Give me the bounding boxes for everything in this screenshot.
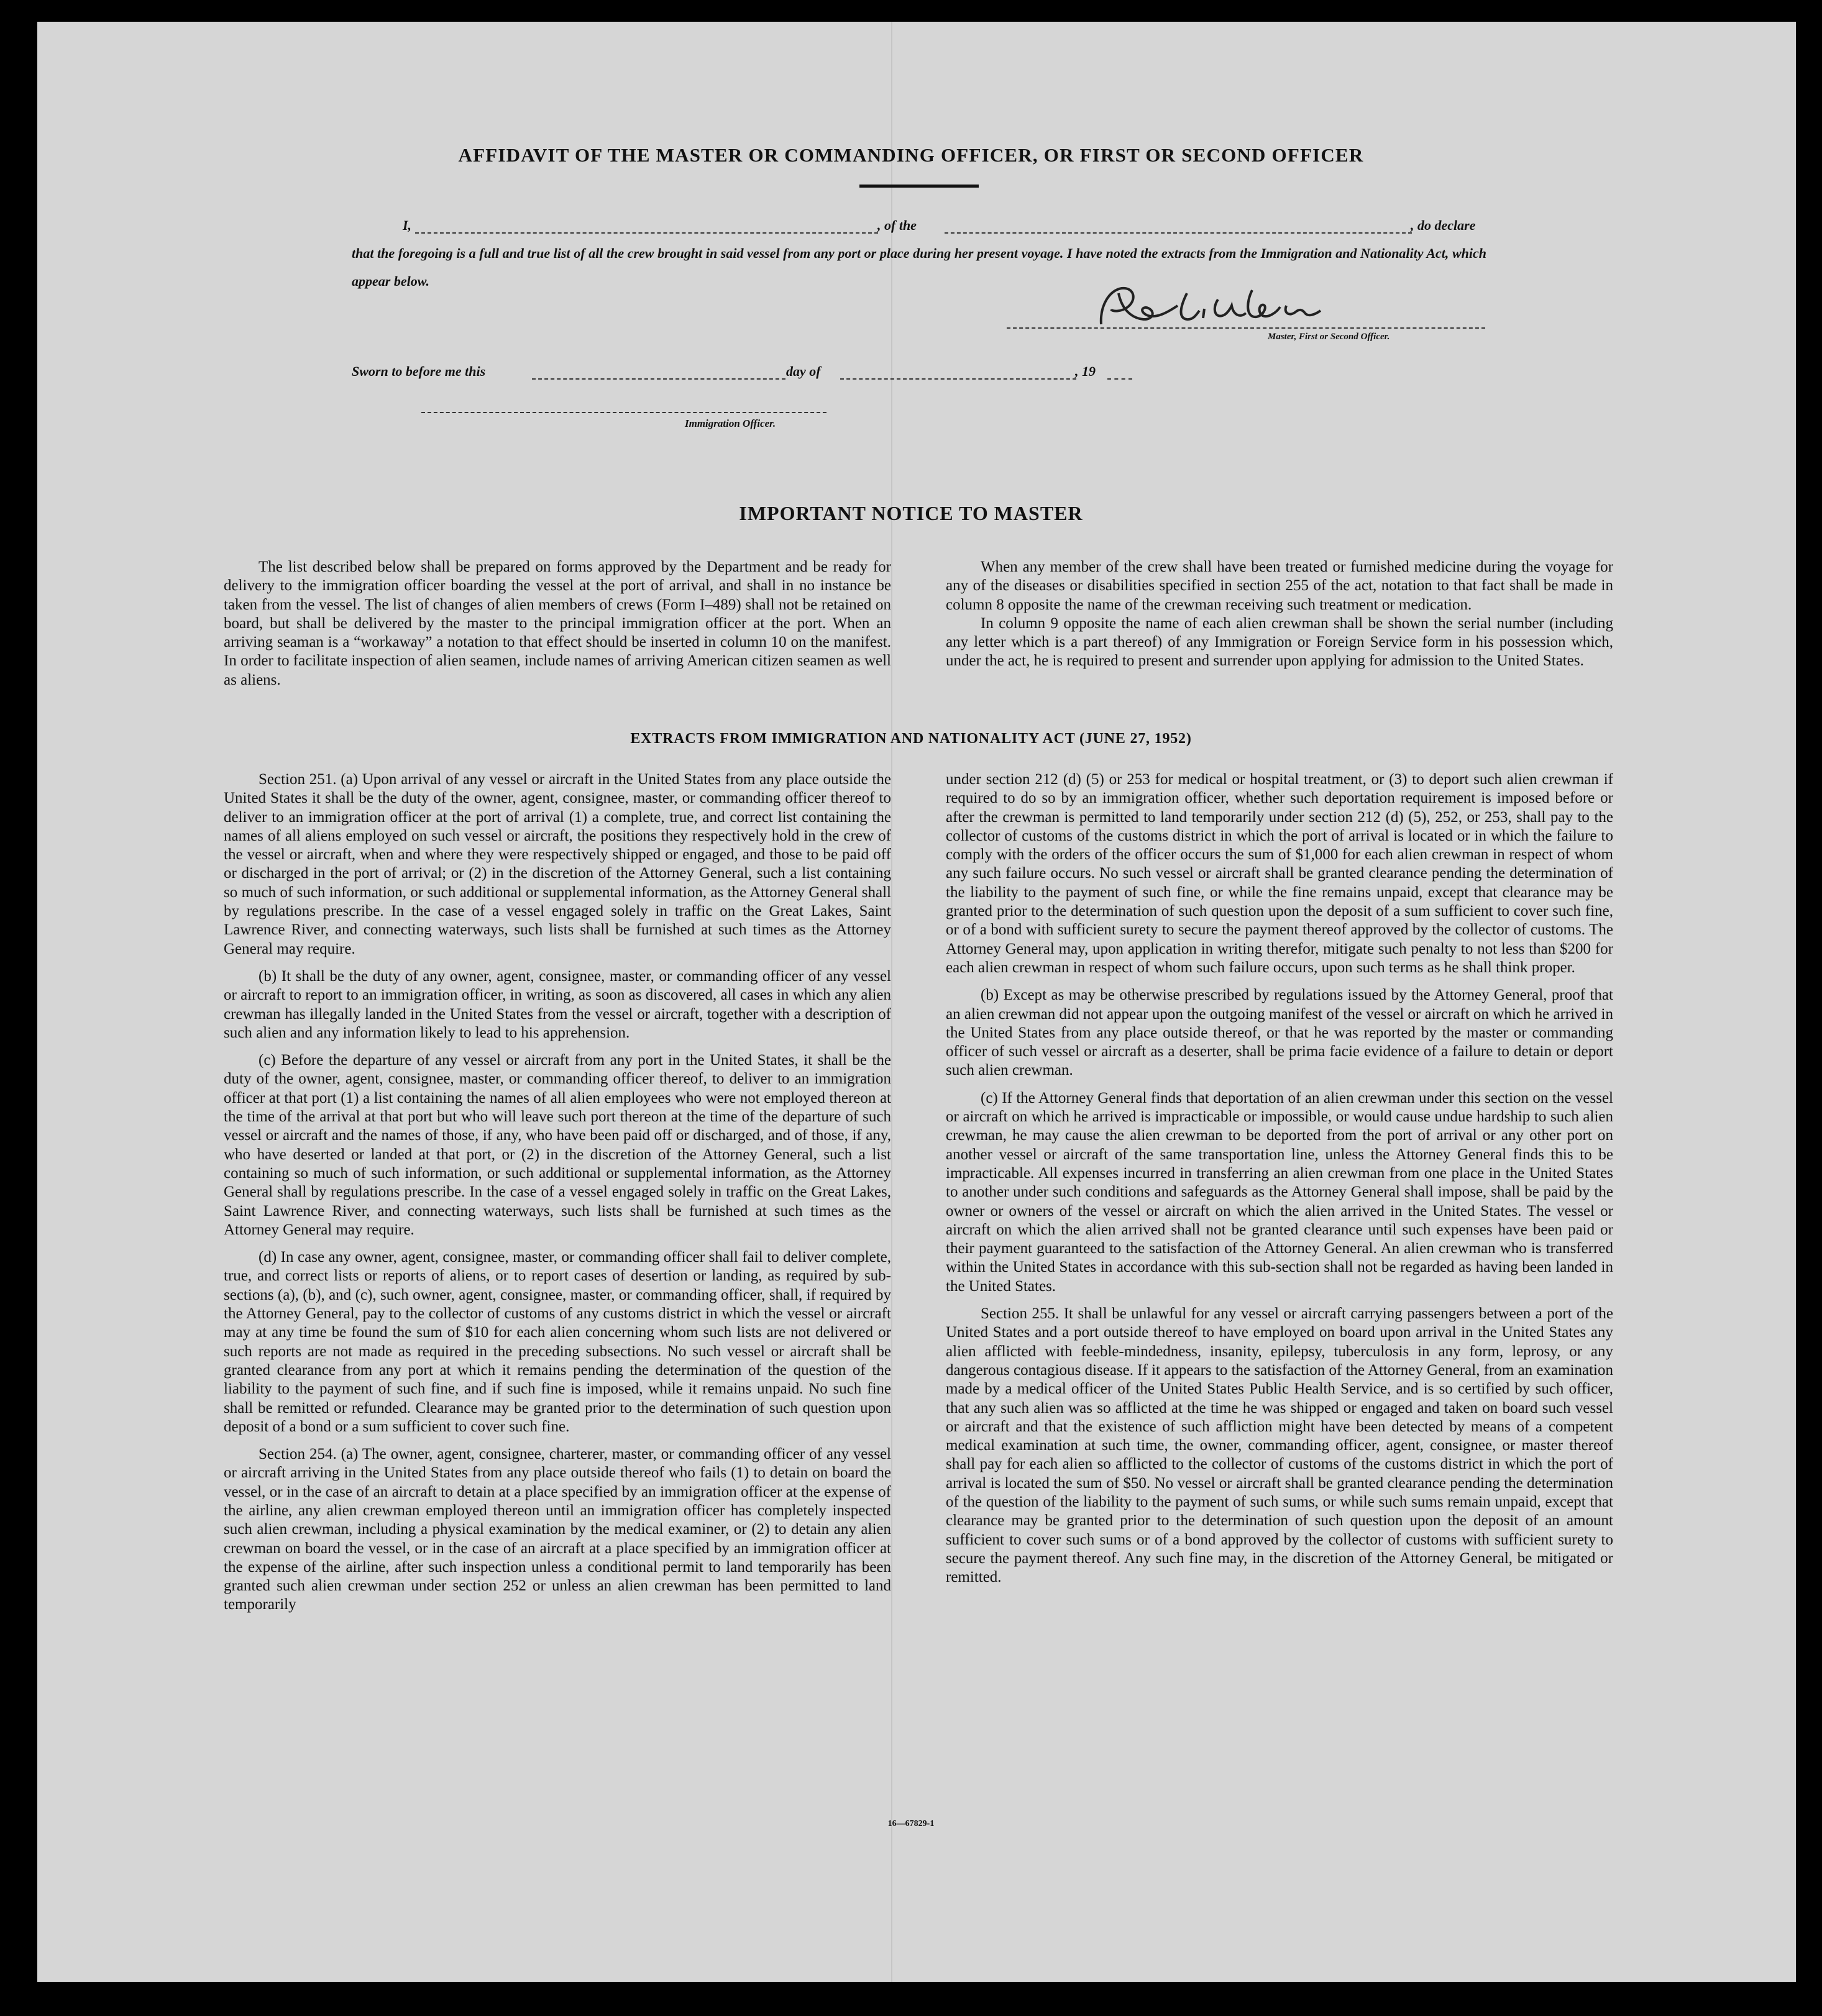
extracts-title: EXTRACTS FROM IMMIGRATION AND NATIONALITY ACT (JUNE 27, 1952) xyxy=(630,731,1192,747)
section-251-a: Section 251. (a) Upon arrival of any vessel or aircraft in the United States from any place outside the United States it shall be the duty of the owner, agent, consignee, master, or commanding officer thereof to deliver to an immigration officer at the port of arrival (1) a complete, true, and correct list containing the names of all aliens employed on such vessel or aircraft, the positions they respectively hold in the crew of the vessel or aircraft, when and where they were respectively shipped or engaged, and those to be paid off or discharged in the port of arrival; or (2) in the discretion of the Attorney General, such a list containing so much of such information, or such additional or supplemental information, as the Attorney General shall by regulations prescribe. In the case of a vessel engaged solely in traffic on the Great Lakes, Saint Lawrence River, and connecting waterways, such lists shall be furnished at such times as the Attorney General may require. xyxy=(224,771,891,957)
notice-paragraph: In column 9 opposite the name of each alien crewman shall be shown the serial number (including any letter which is a part thereof) of any Immigration or Foreign Service form in his possession which, under the act, he is required to present and surrender upon applying for admission to the United States. xyxy=(946,614,1613,670)
day-of-label: day of xyxy=(786,363,821,379)
section-254-a-continued: under section 212 (d) (5) or 253 for medical or hospital treatment, or (3) to deport such alien crewman if required to do so by an immigration officer, whether such deportation requirement is imposed before or after the crewman is permitted to land temporarily under section 212 (d) (5), 252, or 253, shall pay to the collector of customs of the customs district in which the port of arrival is located or in which the failure to comply with the orders of the officer occurs the sum of $1,000 for each alien crewman in respect of whom any such failure occurs. No such vessel or aircraft shall be granted clearance pending the determination of the liability to the payment of such fine, or while the fine remains unpaid, except that clearance may be granted prior to the determination of such question upon the deposit of a sum sufficient to cover such fine, or of a bond with sufficient surety to secure the payment thereof approved by the collector of customs. The Attorney General may, upon application in writing therefor, mitigate such penalty to not less than $200 for each alien crewman in respect of whom such failure occurs, upon such terms as he shall think proper. xyxy=(946,771,1613,976)
name-field-line[interactable] xyxy=(415,232,878,234)
section-251-c: (c) Before the departure of any vessel or aircraft from any port in the United States, it shall be the duty of the owner, agent, consignee, master, or commanding officer thereof, to deliver to an immigration officer at that port (1) a list containing the names of all alien employees who were not employed thereon at the time of the arrival at that port but who will leave such port thereon at the time of the departure of such vessel or aircraft and the names of those, if any, who have been paid off or discharged, and of those, if any, who have deserted or landed at that port, or (2) in the discretion of the Attorney General, such a list containing so much of such information, or such additional or supplemental information, as the Attorney General shall by regulations prescribe. In the case of a vessel engaged solely in traffic on the Great Lakes, Saint Lawrence River, and connecting waterways, such lists shall be furnished at such times as the Attorney General may require. xyxy=(224,1052,891,1238)
notice-right-column xyxy=(946,558,1613,671)
of-the-label: , of the xyxy=(877,217,917,233)
section-255: Section 255. It shall be unlawful for any vessel or aircraft carrying passengers between a port of the United States and a port outside thereof to have employed on board upon arrival in the United States any alien afflicted with feeble-mindedness, insanity, epilepsy, tuberculosis in any form, leprosy, or any dangerous contagious disease. If it appears to the satisfaction of the Attorney General, from an examination made by a medical officer of the United States Public Health Service, and is so certified by such officer, that any such alien was so afflicted at the time he was shipped or engaged and taken on board such vessel or aircraft and that the existence of such affliction might have been detected by means of a competent medical examination at such time, the owner, commanding officer, agent, consignee, or master thereof shall pay for each alien so afflicted to the collector of customs of the customs district in which the port of arrival is located the sum of $50. No vessel or aircraft shall be granted clearance pending the determination of the question of the liability to the payment of such sums, or while such sums remain unpaid, except that clearance may be granted prior to the determination of such question upon the deposit of an amount sufficient to cover such sums or of a bond approved by the collector of customs with sufficient surety to secure the payment thereof. Any such fine may, in the discretion of the Attorney General, be mitigated or remitted. xyxy=(946,1305,1613,1586)
notice-left-column xyxy=(224,558,891,690)
sworn-label: Sworn to before me this xyxy=(352,363,486,379)
extracts-left-column xyxy=(224,770,891,1615)
month-field-line[interactable] xyxy=(840,378,1076,380)
vessel-field-line[interactable] xyxy=(945,232,1412,234)
affidavit-title: AFFIDAVIT OF THE MASTER OR COMMANDING OFFICER, OR FIRST OR SECOND OFFICER xyxy=(458,144,1364,166)
signature-image xyxy=(1094,281,1348,340)
section-254-b: (b) Except as may be otherwise prescribed by regulations issued by the Attorney General, proof that an alien crewman did not appear upon the outgoing manifest of the vessel or aircraft on which he arrived in the United States from any place outside thereof, or that he was reported by the master or commanding officer of such vessel or aircraft as a deserter, shall be prima facie evidence of a failure to detain or deport such alien crewman. xyxy=(946,987,1613,1079)
immigration-officer-caption: Immigration Officer. xyxy=(685,417,776,429)
year-label: , 19 xyxy=(1075,363,1096,379)
section-254-c: (c) If the Attorney General finds that deportation of an alien crewman under this section on the vessel or aircraft on which he arrived is impracticable or impossible, or would cause undue hardship to such alien crewman, he may cause the alien crewman to be deported from the port of arrival or any other port on another vessel or aircraft of the same transportation line, unless the Attorney General finds this to be impracticable. All expenses incurred in transferring an alien crewman from one place in the United States to another under such conditions and safeguards as the Attorney General shall impose, shall be paid by the owner or owners of the vessel or aircraft on which the alien arrived in the United States. The vessel or aircraft on which the alien arrived shall not be granted clearance until such expenses have been paid or their payment guaranteed to the satisfaction of the Attorney General. An alien crewman who is transferred within the United States in accordance with this sub-section shall not be regarded as having been landed in the United States. xyxy=(946,1089,1613,1295)
notice-paragraph: When any member of the crew shall have been treated or furnished medicine during the voyage for any of the diseases or disabilities specified in section 255 of the act, notation to that fact shall be made in column 8 opposite the name of the crewman receiving such treatment or medication. xyxy=(946,559,1613,613)
day-field-line[interactable] xyxy=(532,378,785,380)
do-declare-label: , do declare xyxy=(1411,217,1476,233)
i-label: I, xyxy=(403,217,412,233)
form-number: 16—67829-1 xyxy=(887,1819,935,1828)
immigration-officer-line[interactable] xyxy=(421,412,826,413)
section-251-d: (d) In case any owner, agent, consignee, master, or commanding officer shall fail to deliver complete, true, and correct lists or reports of aliens, or to report cases of desertion or landing, as required by sub-sections (a), (b), and (c), such owner, agent, consignee, master, or commanding officer, shall, if required by the Attorney General, pay to the collector of customs of any customs district in which the vessel or aircraft may at any time be found the sum of $10 for each alien concerning whom such lists are not delivered or such reports are not made as required in the preceding subsections. No such vessel or aircraft shall be granted clearance from any port at which it remains pending the determination of the question of the liability to the payment of such fine, and if such fine is imposed, while it remains unpaid. No such fine shall be remitted or refunded. Clearance may be granted prior to the determination of such question upon deposit of a bond or a sum sufficient to cover such fine. xyxy=(224,1249,891,1435)
signature-line[interactable] xyxy=(1007,327,1485,329)
notice-paragraph: The list described below shall be prepared on forms approved by the Department and be ready for delivery to the immigration officer boarding the vessel at the port of arrival, and shall in no instance be taken from the vessel. The list of changes of alien members of crews (Form I–489) shall not be retained on board, but shall be delivered by the master to the principal immigration officer at the port. When an arriving seaman is a “workaway” a notation to that effect should be inserted in column 10 on the manifest. In order to facilitate inspection of alien seamen, include names of arriving American citizen seamen as well as aliens. xyxy=(224,559,891,688)
extracts-right-column xyxy=(946,770,1613,1587)
year-field-line[interactable] xyxy=(1107,378,1132,380)
section-254-a: Section 254. (a) The owner, agent, consignee, charterer, master, or commanding officer of any vessel or aircraft arriving in the United States from any place outside thereof who fails (1) to detain on board the vessel, or in the case of an aircraft to detain at a place specified by an immigration officer at the expense of the airline, any alien crewman employed thereon until an immigration officer has completely inspected such alien crewman, including a physical examination by the medical examiner, or (2) to detain any alien crewman on board the vessel, or in the case of an aircraft at a place specified by an immigration officer at the expense of the airline, after such inspection unless a conditional permit to land temporarily has been granted such alien crewman under section 252 or unless an alien crewman has been permitted to land temporarily xyxy=(224,1446,891,1613)
title-rule xyxy=(859,185,979,188)
signature-caption: Master, First or Second Officer. xyxy=(1268,332,1390,342)
notice-title: IMPORTANT NOTICE TO MASTER xyxy=(739,502,1083,524)
section-251-b: (b) It shall be the duty of any owner, agent, consignee, master, or commanding officer of any vessel or aircraft to report to an immigration officer, in writing, as soon as discovered, all cases in which any alien crewman has illegally landed in the United States from the vessel or aircraft, together with a description of such alien and any information likely to lead to his apprehension. xyxy=(224,967,891,1041)
declaration-text: that the foregoing is a full and true list of all the crew brought in said vessel from any port or place during her present voyage. I have noted the extracts from the Immigration and Nationality Act, which appear below. xyxy=(352,245,1486,289)
